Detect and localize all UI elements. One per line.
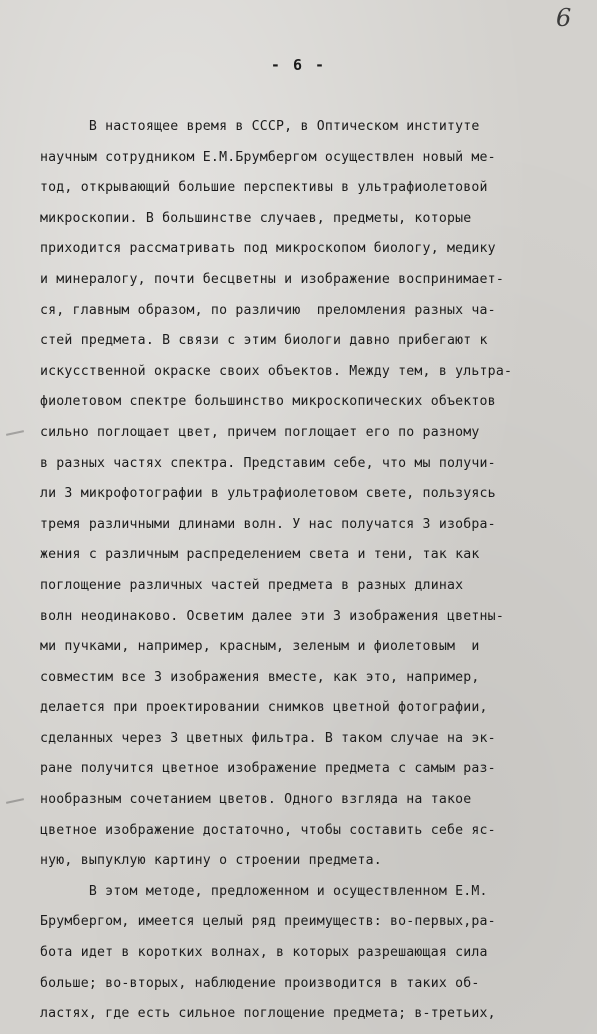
- text-line: В настоящее время в СССР, в Оптическом институте: [40, 119, 480, 134]
- text-line: ране получится цветное изображение предмета с самым раз-: [40, 761, 496, 777]
- text-line: и минералогу, почти бесцветны и изображение воспринимает-: [40, 271, 504, 287]
- text-line: В этом методе, предложенном и осуществленном Е.М.: [40, 883, 488, 899]
- text-line: тод, открывающий большие перспективы в ультрафиолетовой: [40, 180, 488, 196]
- text-line: в разных частях спектра. Представим себе, что мы получи-: [40, 455, 496, 471]
- text-line: фиолетовом спектре большинство микроскопических объектов: [40, 394, 496, 410]
- handwritten-page-number: 6: [556, 4, 572, 32]
- page-number: - 6 -: [270, 56, 327, 74]
- text-line: тремя различными длинами волн. У нас получатся 3 изобра-: [40, 516, 496, 532]
- text-line: ластях, где есть сильное поглощение предмета; в-третьих,: [40, 1006, 496, 1022]
- text-line: сильно поглощает цвет, причем поглощает его по разному: [40, 424, 480, 440]
- text-line: микроскопии. В большинстве случаев, предметы, которые: [40, 210, 472, 226]
- margin-mark: [6, 430, 24, 436]
- text-line: волн неодинаково. Осветим далее эти 3 изображения цветны-: [40, 608, 504, 624]
- text-line: нообразным сочетанием цветов. Одного взгляда на такое: [40, 792, 472, 808]
- text-line: поглощение различных частей предмета в разных длинах: [40, 577, 464, 593]
- text-line: ся, главным образом, по различию преломления разных ча-: [40, 302, 496, 318]
- text-line: Брумбергом, имеется целый ряд преимуществ: во-первых,ра-: [40, 914, 496, 930]
- text-line: ли 3 микрофотографии в ультрафиолетовом свете, пользуясь: [40, 486, 496, 502]
- text-line: делается при проектировании снимков цветной фотографии,: [40, 700, 488, 716]
- text-line: стей предмета. В связи с этим биологи давно прибегают к: [40, 333, 488, 349]
- margin-mark: [6, 798, 24, 804]
- text-line: искусственной окраске своих объектов. Между тем, в ультра-: [40, 363, 513, 379]
- typewritten-text-body: [40, 112, 596, 1030]
- text-line: совместим все 3 изображения вместе, как это, например,: [40, 669, 480, 685]
- text-line: ми пучками, например, красным, зеленым и фиолетовым и: [40, 639, 480, 655]
- text-line: жения с различным распределением света и тени, так как: [40, 547, 480, 563]
- text-line: научным сотрудником Е.М.Брумбергом осуществлен новый ме-: [40, 149, 496, 165]
- text-line: цветное изображение достаточно, чтобы составить себе яс-: [40, 822, 496, 838]
- text-line: приходится рассматривать под микроскопом биологу, медику: [40, 241, 496, 257]
- text-line: ную, выпуклую картину о строении предмета.: [40, 853, 382, 869]
- text-line: больше; во-вторых, наблюдение производится в таких об-: [40, 975, 480, 991]
- text-line: бота идет в коротких волнах, в которых разрешающая сила: [40, 945, 488, 961]
- text-line: сделанных через 3 цветных фильтра. В таком случае на эк-: [40, 730, 496, 746]
